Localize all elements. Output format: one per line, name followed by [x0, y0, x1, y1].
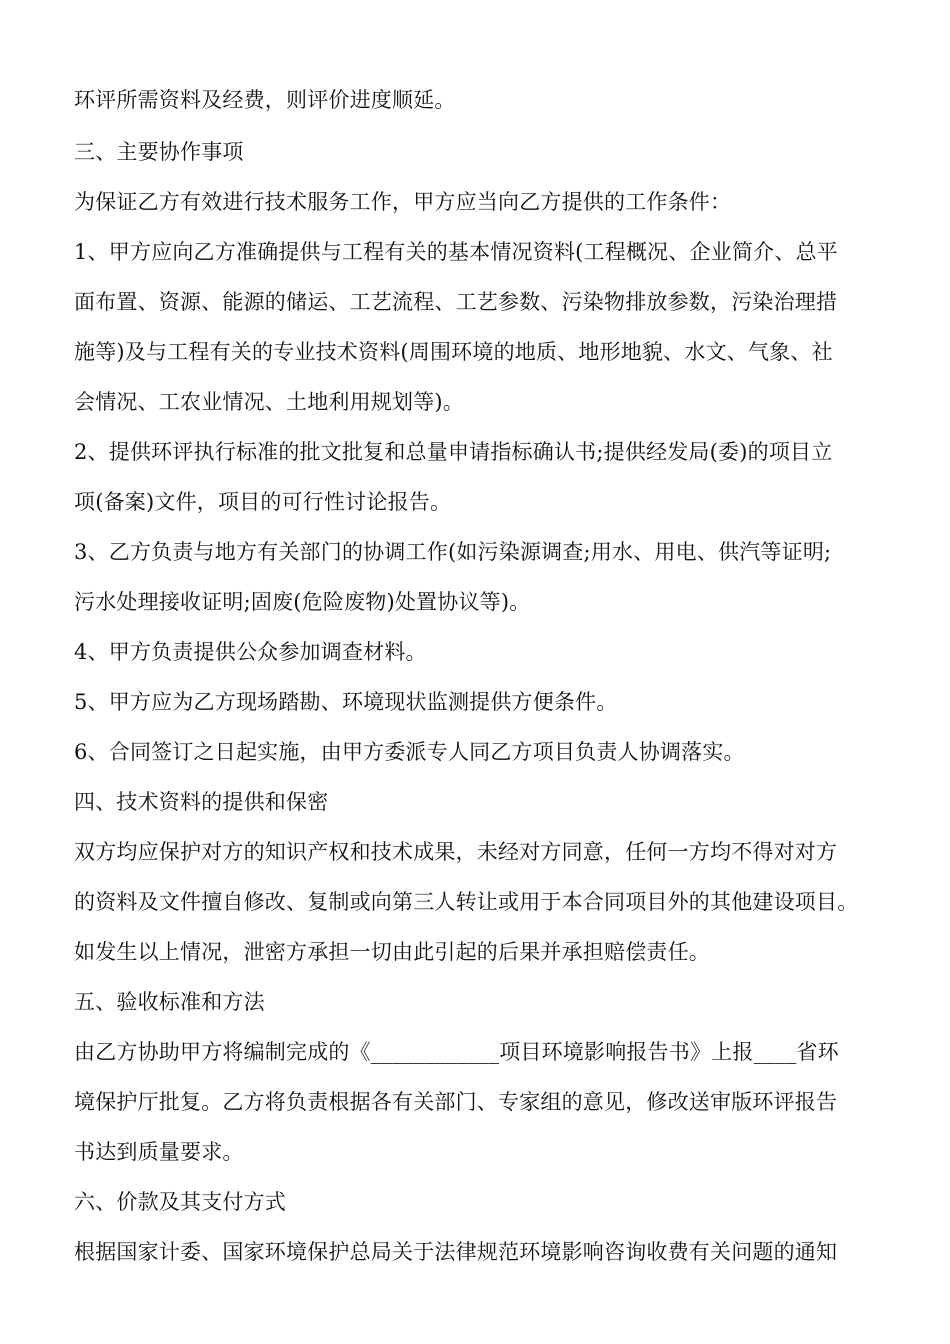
text-line: 3、乙方负责与地方有关部门的协调工作(如污染源调查;用水、用电、供汽等证明; [74, 540, 832, 564]
text-line: 施等)及与工程有关的专业技术资料(周围环境的地质、地形地貌、水文、气象、社 [74, 340, 833, 364]
text-line: 境保护厅批复。乙方将负责根据各有关部门、专家组的意见，修改送审版环评报告 [74, 1090, 838, 1114]
section-heading-3: 三、主要协作事项 [74, 140, 244, 164]
text-line: 污水处理接收证明;固废(危险废物)处置协议等)。 [74, 590, 531, 614]
section-heading-6: 六、价款及其支付方式 [74, 1190, 286, 1214]
text-line: 双方均应保护对方的知识产权和技术成果，未经对方同意，任何一方均不得对对方 [74, 840, 838, 864]
text-line: 6、合同签订之日起实施，由甲方委派专人同乙方项目负责人协调落实。 [74, 740, 745, 764]
text-line: 4、甲方负责提供公众参加调查材料。 [74, 640, 427, 664]
text-line: 会情况、工农业情况、土地利用规划等)。 [74, 390, 464, 414]
text-line: 的资料及文件擅自修改、复制或向第三人转让或用于本合同项目外的其他建设项目。 [74, 890, 859, 914]
text-line: 根据国家计委、国家环境保护总局关于法律规范环境影响咨询收费有关问题的通知 [74, 1240, 838, 1264]
text-line: 5、甲方应为乙方现场踏勘、环境现状监测提供方便条件。 [74, 690, 618, 714]
section-heading-4: 四、技术资料的提供和保密 [74, 790, 329, 814]
text-line: 由乙方协助甲方将编制完成的《____________项目环境影响报告书》上报____省环 [74, 1040, 839, 1064]
text-line: 环评所需资料及经费，则评价进度顺延。 [74, 88, 456, 112]
text-line: 为保证乙方有效进行技术服务工作，甲方应当向乙方提供的工作条件： [74, 190, 732, 214]
text-line: 书达到质量要求。 [74, 1140, 244, 1164]
text-line: 1、甲方应向乙方准确提供与工程有关的基本情况资料(工程概况、企业简介、总平 [74, 240, 838, 264]
section-heading-5: 五、验收标准和方法 [74, 990, 265, 1014]
text-line: 面布置、资源、能源的储运、工艺流程、工艺参数、污染物排放参数，污染治理措 [74, 290, 838, 314]
text-line: 2、提供环评执行标准的批文批复和总量申请指标确认书;提供经发局(委)的项目立 [74, 440, 833, 464]
text-line: 如发生以上情况，泄密方承担一切由此引起的后果并承担赔偿责任。 [74, 940, 710, 964]
text-line: 项(备案)文件，项目的可行性讨论报告。 [74, 490, 452, 514]
